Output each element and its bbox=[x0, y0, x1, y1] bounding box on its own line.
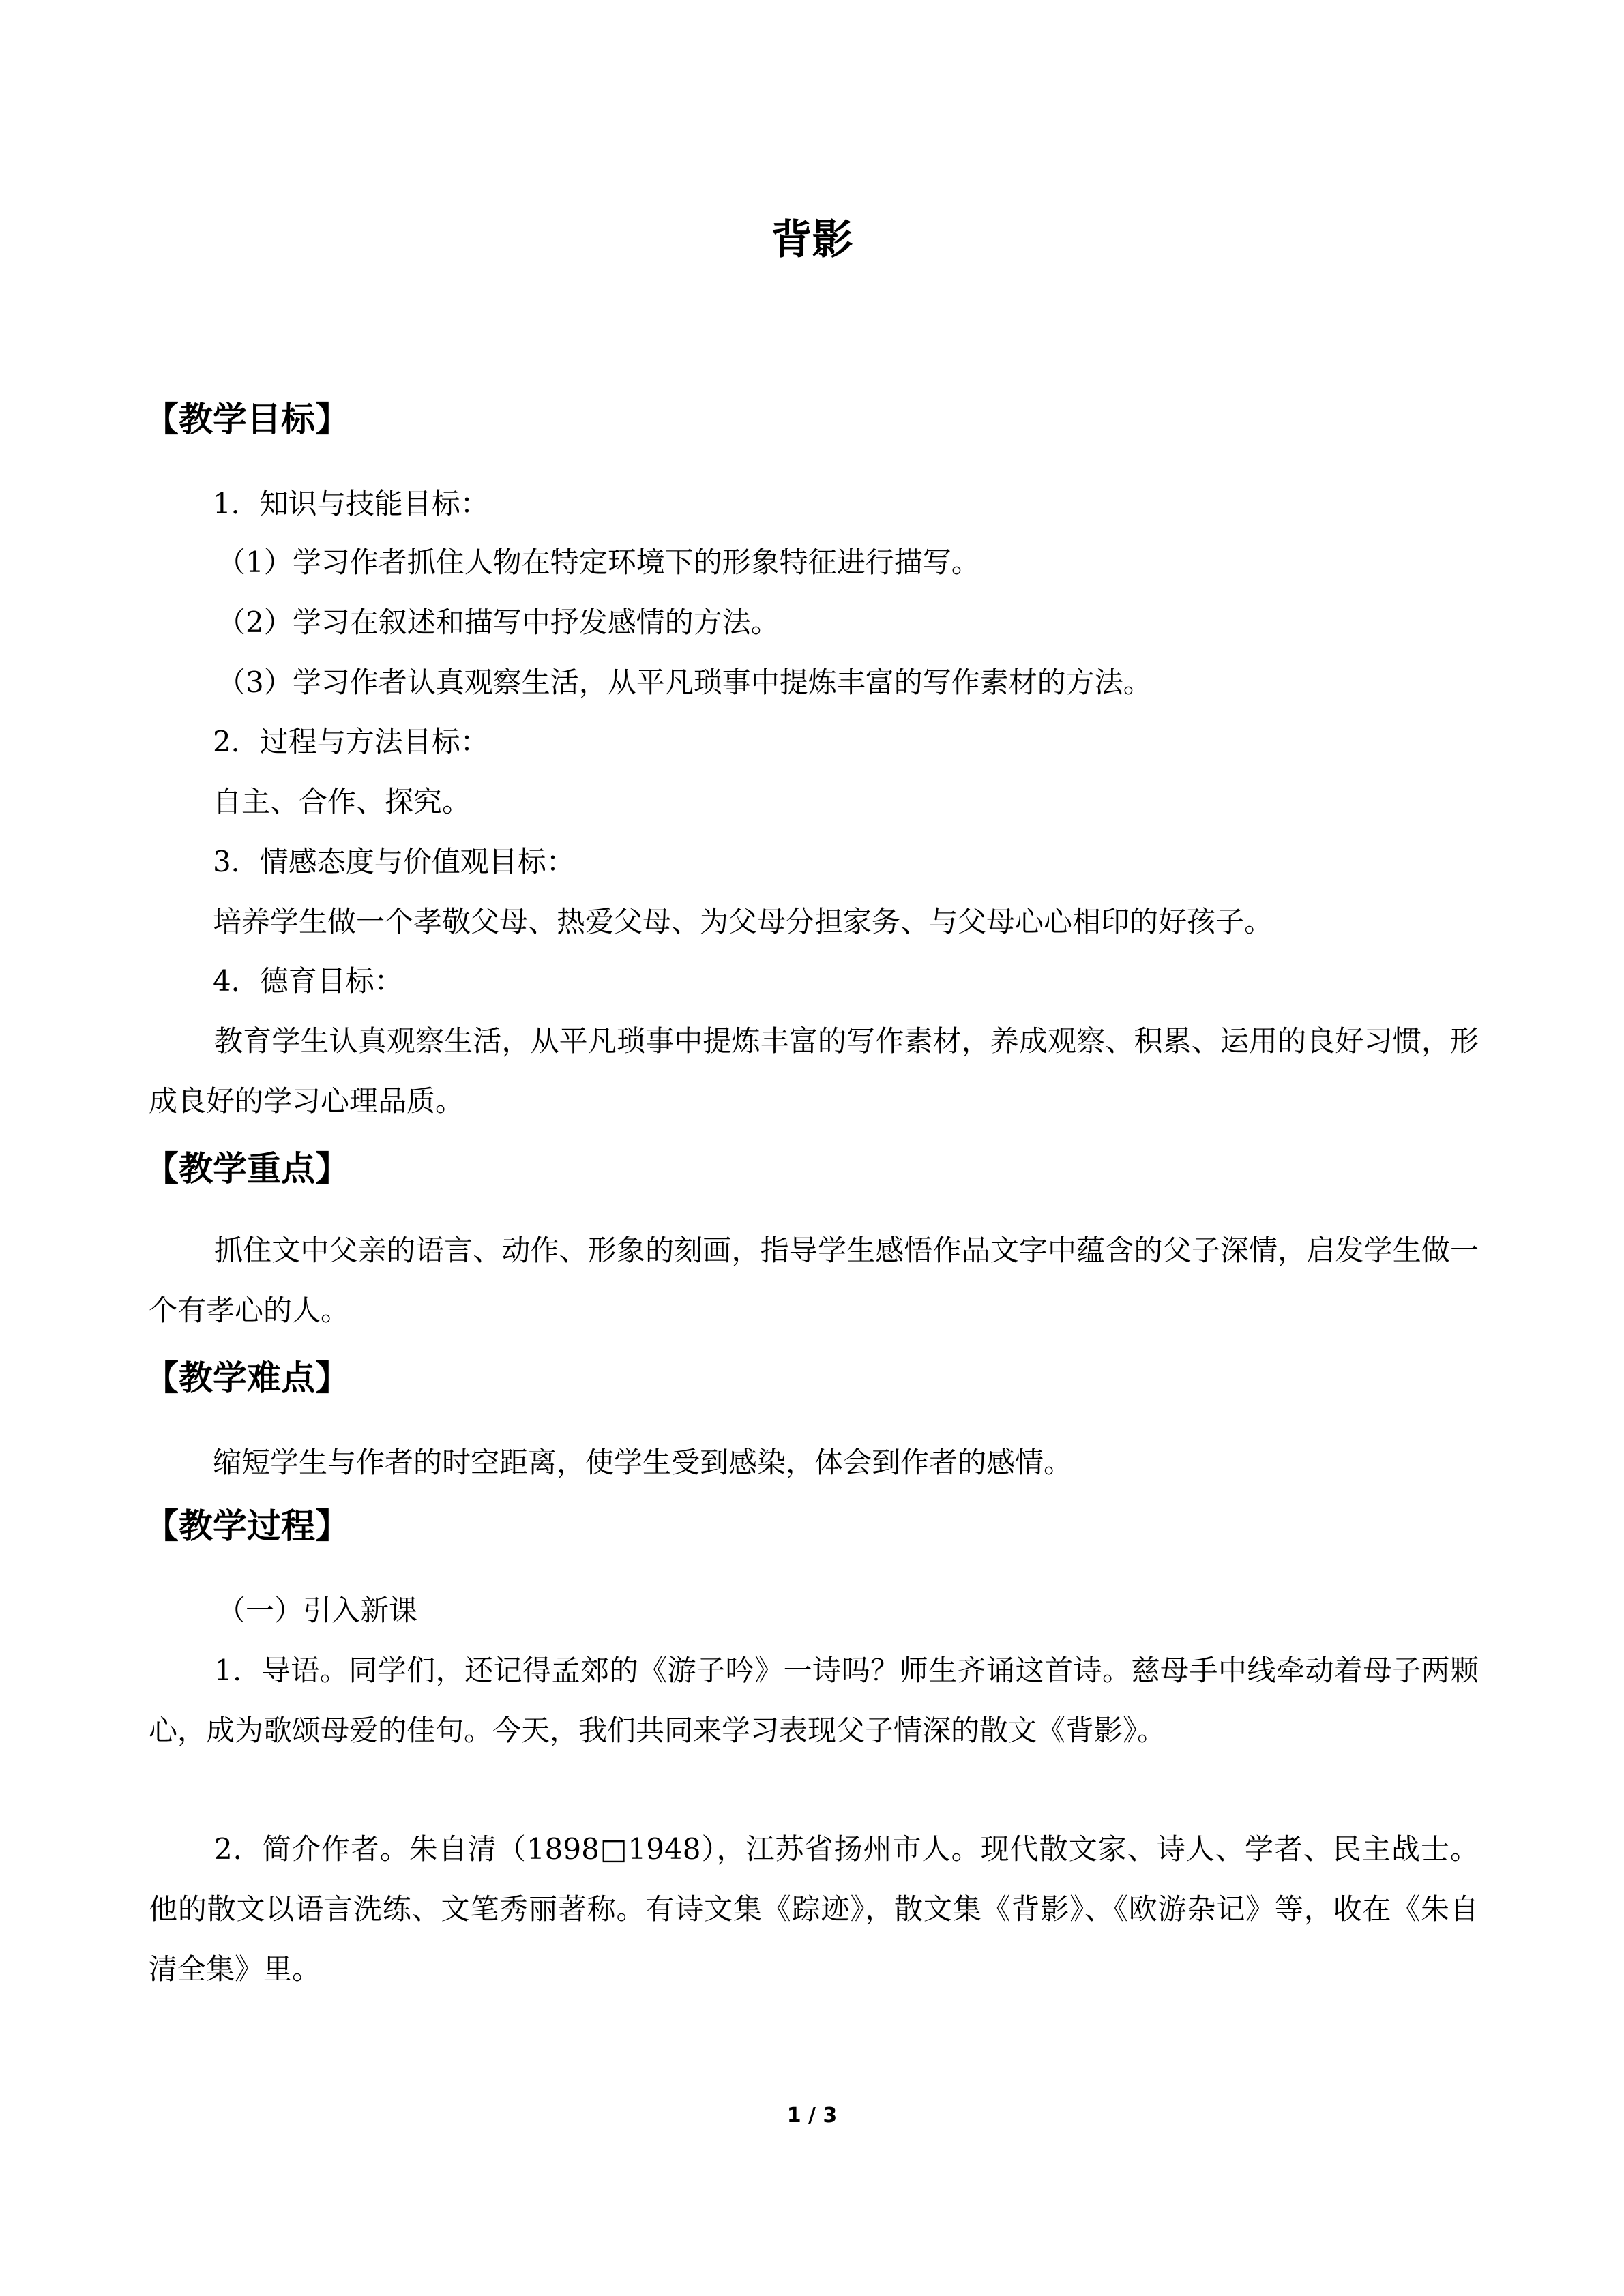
heading-key-points: 【教学重点】 bbox=[145, 1149, 349, 1189]
process-paragraph-2: 2．简介作者。朱自清（1898□1948），江苏省扬州市人。现代散文家、诗人、学者、民主战士。他的散文以语言洗练、文笔秀丽著称。有诗文集《踪迹》，散文集《背影》、《欧游杂记》等，收在《朱自清全集》里。 bbox=[149, 1832, 1479, 1986]
objective-item-2-text: 自主、合作、探究。 bbox=[213, 785, 471, 818]
objective-item-2: 2．过程与方法目标： bbox=[213, 725, 489, 758]
document-title: 背影 bbox=[771, 216, 853, 264]
heading-objectives: 【教学目标】 bbox=[145, 400, 349, 439]
heading-process: 【教学过程】 bbox=[145, 1506, 349, 1546]
process-paragraph-1: 1．导语。同学们，还记得孟郊的《游子吟》一诗吗？师生齐诵这首诗。慈母手中线牵动着母子两颗心，成为歌颂母爱的佳句。今天，我们共同来学习表现父子情深的散文《背影》。 bbox=[149, 1654, 1479, 1747]
objective-sub-3: （3）学习作者认真观察生活，从平凡琐事中提炼丰富的写作素材的方法。 bbox=[217, 666, 1152, 699]
objective-item-4: 4．德育目标： bbox=[213, 964, 403, 998]
objective-item-1: 1．知识与技能目标： bbox=[213, 487, 489, 520]
process-step-1: （一）引入新课 bbox=[217, 1594, 418, 1627]
objective-item-3: 3．情感态度与价值观目标： bbox=[213, 845, 575, 878]
objective-item-4-text: 教育学生认真观察生活，从平凡琐事中提炼丰富的写作素材，养成观察、积累、运用的良好习惯，形成良好的学习心理品质。 bbox=[149, 1024, 1479, 1118]
difficulties-text: 缩短学生与作者的时空距离，使学生受到感染，体会到作者的感情。 bbox=[213, 1446, 1073, 1479]
objective-sub-2: （2）学习在叙述和描写中抒发感情的方法。 bbox=[217, 606, 780, 639]
heading-difficulties: 【教学难点】 bbox=[145, 1358, 349, 1398]
objective-item-3-text: 培养学生做一个孝敬父母、热爱父母、为父母分担家务、与父母心心相印的好孩子。 bbox=[213, 905, 1273, 938]
page-number: 1 / 3 bbox=[786, 2104, 838, 2128]
objective-sub-1: （1）学习作者抓住人物在特定环境下的形象特征进行描写。 bbox=[217, 546, 980, 579]
key-points-text: 抓住文中父亲的语言、动作、形象的刻画，指导学生感悟作品文字中蕴含的父子深情，启发学生做一个有孝心的人。 bbox=[149, 1234, 1479, 1327]
